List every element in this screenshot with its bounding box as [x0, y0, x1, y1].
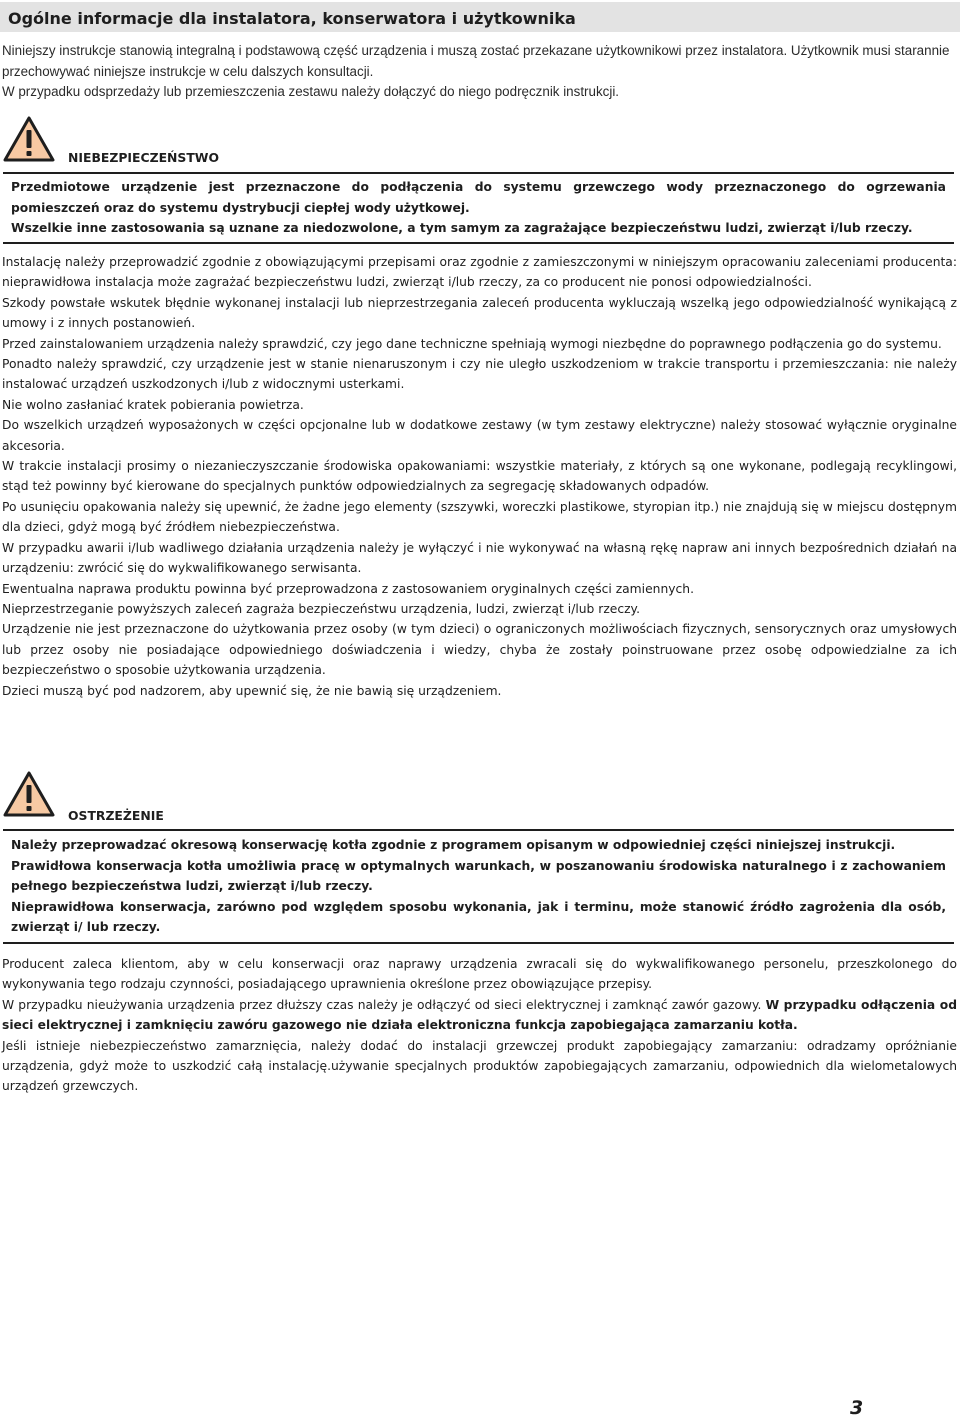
- danger-paragraph: Wszelkie inne zastosowania są uznane za niedozwolone, a tym samym za zagrażające bezpieczeństwu ludzi, zwierząt i/lub rzeczy.: [11, 221, 913, 235]
- body-paragraph: Nieprzestrzeganie powyższych zaleceń zagraża bezpieczeństwu urządzenia, ludzi, zwierząt i/lub rzeczy.: [2, 601, 640, 616]
- body-paragraph: Dzieci muszą być pod nadzorem, aby upewnić się, że nie bawią się urządzeniem.: [2, 683, 502, 698]
- body-paragraph: W trakcie instalacji prosimy o niezanieczyszczanie środowiska opakowaniami: wszystkie materiały, z których są one wykonane, podlegają recyklingowi, stąd też powinny być kierowane do specjalnych punktów odpowiedzialnych za segregację składowanych odpadów.: [2, 459, 957, 494]
- body-paragraph: Jeśli istnieje niebezpieczeństwo zamarznięcia, należy dodać do instalacji grzewczej produkt zapobiegający zamarzaniu: odradzamy opróżnianie urządzenia, gdyż może to uszkodzić całą instalację.używanie specjalnych produktów zapobiegających zamarzaniu, odpowiednich dla wielometalowych urządzeń grzewczych.: [2, 1038, 957, 1094]
- warning-heading: OSTRZEŻENIE: [68, 808, 164, 823]
- installation-notes: [2, 252, 957, 701]
- body-paragraph: Urządzenie nie jest przeznaczone do użytkowania przez osoby (w tym dzieci) o ograniczonych możliwościach fizycznych, sensorycznych oraz umysłowych lub przez osoby nie posiadające odpowiedniego doświadczenia i wiedzy, chyba że zostały poinstruowane przez osobę odpowiedzialne za ich bezpieczeństwo o sposobie użytkowania urządzenia.: [2, 622, 957, 678]
- body-paragraph: Szkody powstałe wskutek błędnie wykonanej instalacji lub nieprzestrzegania zaleceń producenta wykluczają wszelką jego odpowiedzialność wynikającą z umowy i z innych postanowień.: [2, 295, 957, 331]
- warning-paragraph: Nieprawidłowa konserwacja, zarówno pod względem sposobu wykonania, jak i terminu, może stanowić źródło zagrożenia dla osób, zwierząt i/ lub rzeczy.: [11, 899, 946, 934]
- body-paragraph: Do wszelkich urządzeń wyposażonych w części opcjonalne lub w dodatkowe zestawy (w tym zestawy elektryczne) należy stosować wyłącznie oryginalne akcesoria.: [2, 418, 957, 453]
- maintenance-notes: [2, 954, 957, 1097]
- section-title: Ogólne informacje dla instalatora, konserwatora i użytkownika: [8, 9, 576, 28]
- body-paragraph: W przypadku awarii i/lub wadliwego działania urządzenia należy je wyłączyć i nie wykonywać na własną rękę napraw ani innych bezpośrednich działań na urządzeniu: zwrócić się do wykwalifikowanego serwisanta.: [2, 540, 957, 576]
- page-number: 3: [850, 1397, 864, 1419]
- body-paragraph: Przed zainstalowaniem urządzenia należy sprawdzić, czy jego dane techniczne spełniają wymogi niezbędne do poprawnego podłączenia go do systemu.: [2, 336, 942, 351]
- warning-paragraph: Prawidłowa konserwacja kotła umożliwia pracę w optymalnych warunkach, w poszanowaniu środowiska naturalnego i z zachowaniem pełnego bezpieczeństwa ludzi, zwierząt i/lub rzeczy.: [11, 858, 946, 893]
- warning-triangle-icon: [3, 115, 55, 163]
- body-paragraph: Ewentualna naprawa produktu powinna być przeprowadzona z zastosowaniem oryginalnych części zamiennych.: [2, 581, 694, 596]
- body-paragraph: Nie wolno zasłaniać kratek pobierania powietrza.: [2, 397, 304, 412]
- body-paragraph: Producent zaleca klientom, aby w celu konserwacji oraz naprawy urządzenia zwracali się do wykwalifikowanego personelu, przeszkolonego do wykonywania tego rodzaju czynności, posiadającego uprawnienia określone przez obowiązujące przepisy.: [2, 957, 957, 992]
- body-paragraph: Instalację należy przeprowadzić zgodnie z obowiązującymi przepisami oraz zgodnie z zamieszczonymi w niniejszym opracowaniu zaleceniami producenta: nieprawidłowa instalacja może zagrażać bezpieczeństwu ludzi, zwierząt i/lub rzeczy, za co producent nie ponosi odpowiedzialności.: [2, 255, 957, 290]
- body-paragraph: Po usunięciu opakowania należy się upewnić, że żadne jego elementy (szszywki, woreczki plastikowe, styropian itp.) nie znajdują się w miejscu dostępnym dla dzieci, gdyż mogą być źródłem niebezpieczeństwa.: [2, 499, 957, 535]
- warning-box: [3, 829, 954, 944]
- warning-paragraph: Należy przeprowadzać okresową konserwację kotła zgodnie z programem opisanym w odpowiedniej części niniejszej instrukcji.: [11, 838, 896, 852]
- danger-paragraph: Przedmiotowe urządzenie jest przeznaczone do podłączenia do systemu grzewczego wody przeznaczonego do ogrzewania pomieszczeń oraz do systemu dystrybucji ciepłej wody użytkowej.: [11, 180, 946, 215]
- danger-heading: NIEBEZPIECZEŃSTWO: [68, 150, 219, 165]
- intro-text: [2, 41, 956, 103]
- section-header: [0, 2, 960, 32]
- intro-paragraph: W przypadku odsprzedaży lub przemieszczenia zestawu należy dołączyć do niego podręcznik instrukcji.: [2, 84, 620, 100]
- body-paragraph: Ponadto należy sprawdzić, czy urządzenie jest w stanie nienaruszonym i czy nie uległo uszkodzeniom w trakcie transportu i przemieszczania: nie należy instalować urządzeń uszkodzonych i/lub z widocznymi usterkami.: [2, 357, 957, 392]
- intro-paragraph: Niniejszy instrukcje stanowią integralną i podstawową część urządzenia i muszą zostać przekazane użytkownikowi przez instalatora. Użytkownik musi starannie przechowywać niniejsze instrukcje w celu dalszych konsultacji.: [2, 43, 950, 79]
- body-text-bold: W przypadku odłączenia od sieci elektrycznej i zamknięciu zawóru gazowego nie działa elektroniczna funkcja zapobiegająca zamarzaniu kotła.: [2, 997, 957, 1033]
- body-text-normal: W przypadku nieużywania urządzenia przez dłuższy czas należy je odłączyć od sieci elektrycznej i zamknąć zawór gazowy.: [2, 997, 762, 1012]
- warning-triangle-icon: [3, 770, 55, 818]
- danger-box: [3, 172, 954, 244]
- body-paragraph: [2, 995, 957, 1036]
